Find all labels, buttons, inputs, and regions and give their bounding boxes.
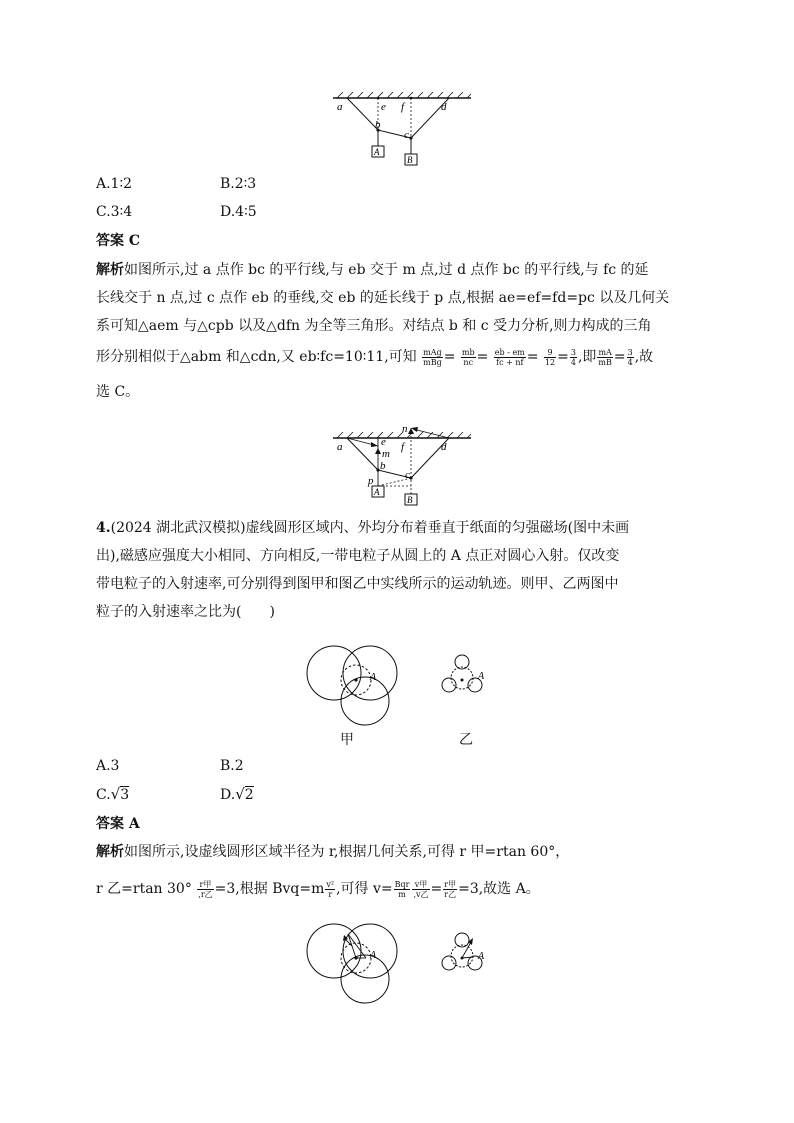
q4-option-c[interactable]: C.√3	[96, 785, 130, 803]
svg-text:e: e	[381, 436, 386, 448]
q4-option-d[interactable]: D.√2	[220, 785, 254, 803]
q3-option-b[interactable]: B.2∶3	[220, 176, 257, 192]
q3-option-a[interactable]: A.1∶2	[96, 176, 133, 192]
svg-text:A: A	[478, 671, 485, 682]
label-block-B: B	[407, 155, 413, 165]
svg-text:c: c	[405, 469, 410, 481]
svg-text:B: B	[407, 495, 413, 505]
q4-analysis-figure-jia	[300, 916, 400, 1011]
svg-text:A: A	[374, 487, 380, 497]
q3-force-figure	[325, 420, 475, 508]
label-a: a	[337, 101, 343, 113]
q3-string-figure	[325, 92, 475, 167]
label-f: f	[401, 101, 405, 113]
svg-text:f: f	[401, 441, 405, 453]
q4-option-a[interactable]: A.3	[96, 758, 120, 774]
label-n: n	[402, 423, 408, 435]
svg-text:a: a	[337, 441, 343, 453]
label-jia: 甲	[340, 732, 354, 748]
label-e: e	[381, 101, 386, 113]
label-block-A: A	[374, 147, 380, 157]
q4-figure-yi	[438, 652, 498, 702]
svg-text:A: A	[478, 951, 485, 962]
q3-option-c[interactable]: C.3∶4	[96, 204, 133, 220]
label-c: c	[404, 129, 409, 141]
label-d: d	[441, 101, 447, 113]
svg-text:A: A	[370, 950, 377, 961]
svg-text:d: d	[441, 441, 447, 453]
q3-analysis: 解析如图所示,过 a 点作 bc 的平行线,与 eb 交于 m 点,过 d 点作 bc 的平行线,与 fc 的延 长线交于 n 点,过 c 点作 eb 的垂线,交 eb 的延长线于 p 点,根据 ae=ef=fd=pc 以及几何关 系可知△aem 与△cpb 以及△dfn 为全等三角形。对结点 b 和 c 受力分析,则力构成的三角 形分别相似于△abm 和△cdn,又 eb∶fc=10∶11,可知 $\frac{\text{mAg}}{\text{mBg}}$ = $\frac{mb}{nc}$ = $\frac{eb - em}{fc + nf}$ = $\frac{9}{12}$ = $\frac{3}{4}$ ,即 $\frac{mA}{mB}$ = $\frac{3}{4}$ ,故 选 C。	[96, 262, 670, 400]
q4-stem: 4.(2024 湖北武汉模拟)虚线圆形区域内、外均分布着垂直于纸面的匀强磁场(图中未画 出),磁感应强度大小相同、方向相反,一带电粒子从圆上的 A 点正对圆心入射。仅改变 带电粒子的入射速率,可分别得到图甲和图乙中实线所示的运动轨迹。则甲、乙两图中 粒子的入射速率之比为( )	[96, 520, 630, 620]
label-m: m	[382, 448, 390, 460]
q3-option-d[interactable]: D.4∶5	[220, 204, 257, 220]
q4-answer: 答案 A	[96, 816, 140, 832]
svg-text:b: b	[380, 460, 386, 472]
label-yi: 乙	[459, 732, 473, 748]
q4-number: 4.	[96, 520, 111, 536]
analysis-tag: 解析	[96, 262, 124, 278]
label-p: p	[368, 475, 374, 487]
q4-analysis-figure-yi	[438, 930, 498, 980]
svg-text:A: A	[370, 672, 377, 683]
q4-analysis: 解析如图所示,设虚线圆形区域半径为 r,根据几何关系,可得 r 甲=rtan 60°， r 乙=rtan 30° $\frac{\text{r甲}}{\text{,r乙}}$ =3,根据 Bvq=m $\frac{\text{v²}}{r}$ ,可得 v= $\frac{\text{Bqr}}{m}$ $\frac{\text{v甲}}{\text{,v乙}}$ = $\frac{\text{r甲}}{\text{r乙}}$ =3,故选 A。	[96, 844, 570, 899]
q3-answer: 答案 C	[96, 233, 141, 249]
label-b: b	[375, 119, 381, 131]
q4-figure-jia	[300, 638, 400, 733]
q4-option-b[interactable]: B.2	[220, 758, 244, 774]
